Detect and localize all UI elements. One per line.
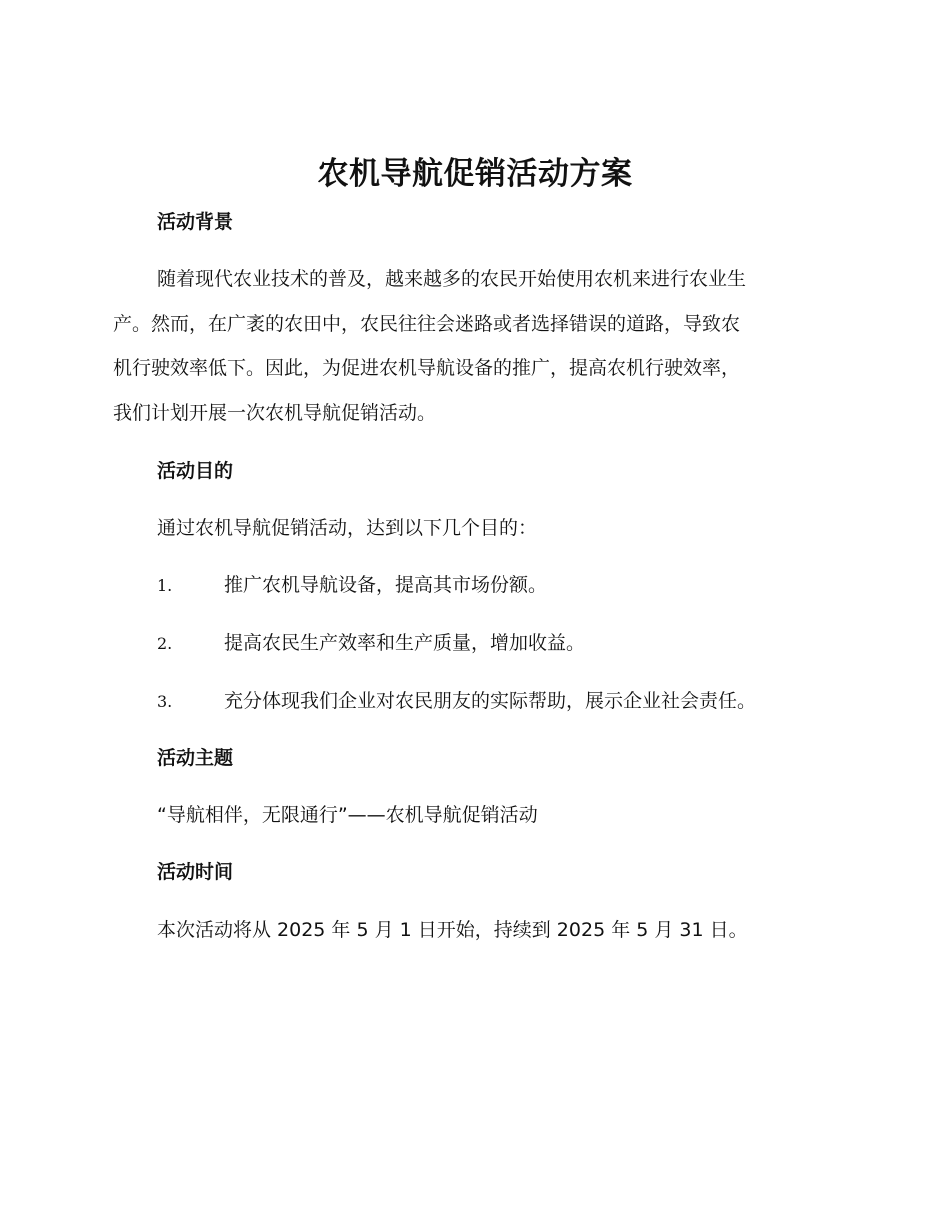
theme-text: “导航相伴，无限通行”——农机导航促销活动 xyxy=(157,804,538,826)
list-item-text: 提高农民生产效率和生产质量，增加收益。 xyxy=(224,632,586,654)
time-text: 本次活动将从 2025 年 5 月 1 日开始，持续到 2025 年 5 月 31 日。 xyxy=(157,919,748,941)
list-item-number: 1. xyxy=(157,576,173,595)
purpose-intro: 通过农机导航促销活动，达到以下几个目的： xyxy=(157,517,538,539)
list-item-text: 推广农机导航设备，提高其市场份额。 xyxy=(224,574,548,596)
paragraph-line: 我们计划开展一次农机导航促销活动。 xyxy=(113,401,437,424)
list-item-text: 充分体现我们企业对农民朋友的实际帮助，展示企业社会责任。 xyxy=(224,690,757,712)
paragraph-line: 机行驶效率低下。因此，为促进农机导航设备的推广，提高农机行驶效率， xyxy=(113,357,741,379)
section-heading-purpose: 活动目的 xyxy=(157,460,234,482)
section-heading-theme: 活动主题 xyxy=(157,747,234,769)
section-heading-time: 活动时间 xyxy=(157,861,234,883)
paragraph-line: 产。然而，在广袤的农田中，农民往往会迷路或者选择错误的道路，导致农 xyxy=(113,312,741,335)
list-item-number: 2. xyxy=(157,634,173,653)
section-heading-background: 活动背景 xyxy=(157,211,234,233)
background-paragraph xyxy=(113,265,833,443)
list-item-number: 3. xyxy=(157,692,173,711)
paragraph-line: 随着现代农业技术的普及，越来越多的农民开始使用农机来进行农业生 xyxy=(157,268,747,290)
document-title: 农机导航促销活动方案 xyxy=(317,156,633,192)
